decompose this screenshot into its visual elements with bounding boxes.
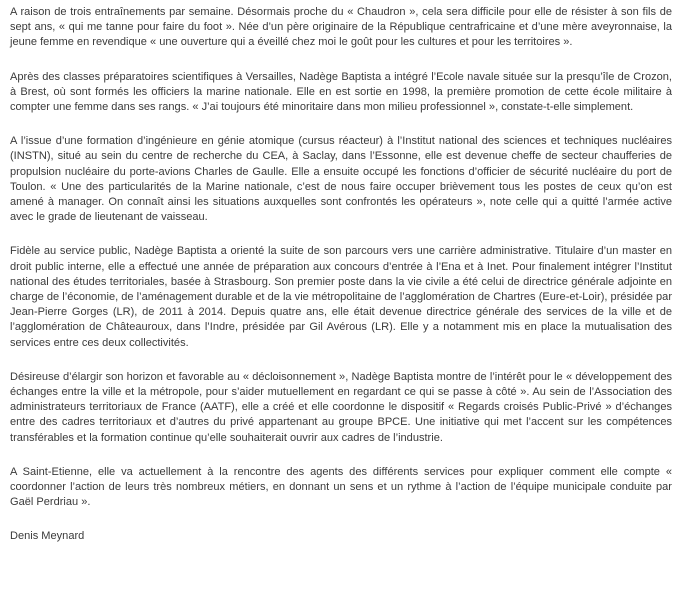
paragraph-3: A l’issue d’une formation d’ingénieure en génie atomique (cursus réacteur) à l’Institut national des sciences et techniques nucléaires (INSTN), situé au sein du centre de recherche du CEA, à Saclay, dans l’Essonne, elle est devenue cheffe de secteur chaufferies de propulsion nucléaire du porte-avions Charles de Gaulle. Elle a ensuite occupé les fonctions d’officier de sécurité nucléaire du port de Toulon. « Une des particularités de la Marine nationale, c’est de nous faire occuper brièvement tous les postes de ceux qu’on est amené à manager. On connaît ainsi les situations auxquelles sont confrontés les opérateurs », note celle qui a quitté l’armée active avec le grade de lieutenant de vaisseau. [10, 135, 672, 224]
paragraph-4: Fidèle au service public, Nadège Baptista a orienté la suite de son parcours vers une carrière administrative. Titulaire d’un master en droit public interne, elle a effectué une année de préparation aux concours d’entrée à l’Ena et à Inet. Pour finalement intégrer l’Institut national des études territoriales, basée à Strasbourg. Son premier poste dans la vie civile a été celui de directrice générale adjointe en charge de l’économie, de l’aménagement durable et de la vie métropolitaine de l’agglomération de Chartres (Eure-et-Loir), présidée par Jean-Pierre Gorges (LR), de 2011 à 2014. Depuis quatre ans, elle était devenue directrice générale des services de la ville et de l’agglomération de Châteauroux, dans l’Indre, présidée par Gil Avérous (LR). Elle y a notamment mis en place la mutualisation des services entre ces deux collectivités. [10, 245, 672, 349]
paragraph-5: Désireuse d’élargir son horizon et favorable au « décloisonnement », Nadège Baptista montre de l’intérêt pour le « développement des échanges entre la ville et la métropole, pour s’aider mutuellement en regardant ce qui se passe à côté ». Au sein de l’Association des administrateurs territoriaux de France (AATF), elle a créé et elle coordonne le dispositif « Regards croisés Public-Privé » d’échanges entre des cadres territoriaux et d’autres du privé appartenant au groupe BPCE. Une initiative qui met l’accent sur les compétences transférables et la formation continue qu’elle souhaiterait ouvrir aux cadres de l’industrie. [10, 370, 672, 444]
paragraph-6: A Saint-Etienne, elle va actuellement à la rencontre des agents des différents services pour expliquer comment elle compte « coordonner l’action de leurs très nombreux métiers, en donnant un sens et un rythme à l’action de l’équipe municipale conduite par Gaël Perdriau ». [10, 465, 672, 509]
author-signature: Denis Meynard [10, 530, 85, 543]
paragraph-1: A raison de trois entraînements par semaine. Désormais proche du « Chaudron », cela sera difficile pour elle de résister à son fils de sept ans, « qui me tanne pour faire du foot ». Née d’un père originaire de la République centrafricaine et d’une mère aveyronnaise, la jeune femme en revendique « une ouverture qui a éveillé chez moi le goût pour les cultures et pour les territoires ». [10, 6, 672, 49]
paragraph-2: Après des classes préparatoires scientifiques à Versailles, Nadège Baptista a intégré l’Ecole navale située sur la presqu’île de Crozon, à Brest, où sont formés les officiers la marine nationale. Elle en est sortie en 1998, la première promotion de cette école militaire à compter une femme dans ses rangs. « J’ai toujours été minoritaire dans mon milieu professionnel », constate-t-elle simplement. [10, 70, 672, 114]
